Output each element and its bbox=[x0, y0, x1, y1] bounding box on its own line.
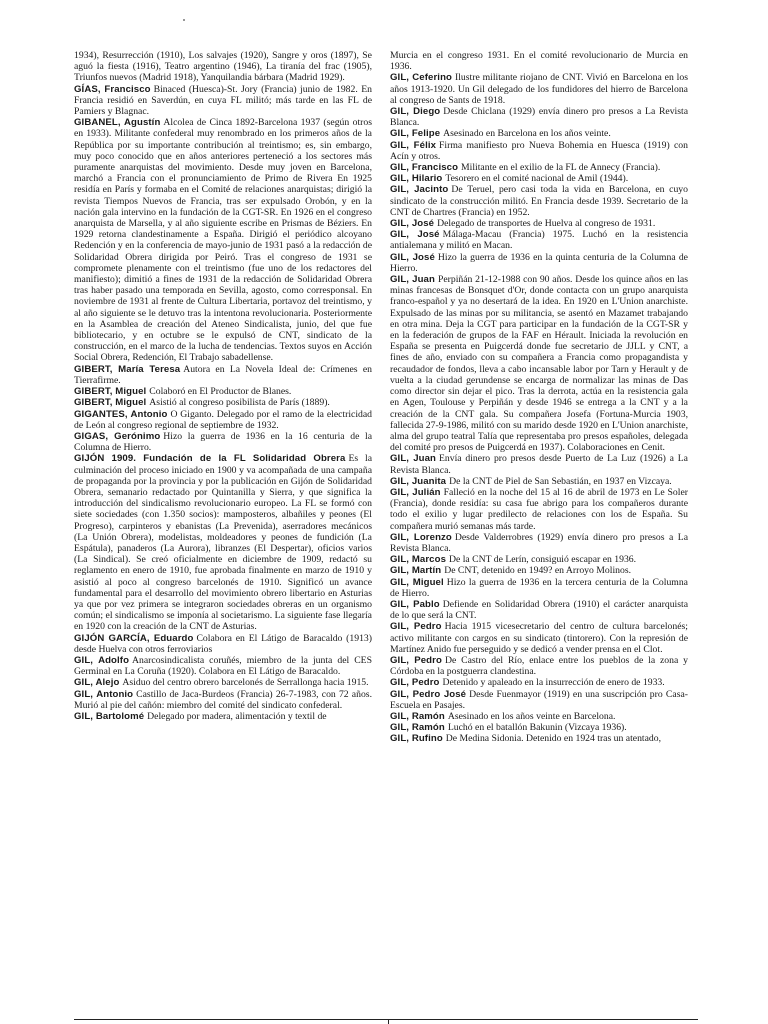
left-column bbox=[74, 50, 372, 722]
dictionary-entry bbox=[390, 565, 688, 576]
dictionary-entry bbox=[390, 229, 688, 251]
entry-name: GIL, Felipe bbox=[390, 128, 441, 140]
entry-text: Alcolea de Cinca 1892-Barcelona 1937 (según otros en 1933). Militante confederal muy renombrado en los primeros años de la República por su importante contribución al treintismo; es, sin embargo, muy poco conocido que en años anteriores perteneció a los sectores más puramente anarquistas del movimiento. Desde muy joven en Barcelona, marchó a Francia con el pronunciamiento de Primo de Rivera En 1925 residía en París y formaba en el Comité de relaciones anarquistas; dirigió la revista Tiempos Nuevos de Francia, tras ser expulsado Orobón, y en la nación gala intervino en la fundación de la CGT-SR. En 1926 en el congreso anarquista de Marsella, y al año siguiente escribe en Prismas de Béziers. En 1929 retorna clandestinamente a España. Dirigió el periódico alcoyano Redención y en la conferencia de mayo-junio de 1931 pasó a la redacción de Solidaridad Obrera dirigida por Peiró. Tras el congreso de 1931 se compromete plenamente con el treintismo (fue uno de los redactores del manifiesto); dimitió a fines de 1931 de la redacción de Solidaridad Obrera tras haber pasado una temporada en Sevilla, agosto, como corresponsal. En noviembre de 1931 al frente de Cultura Libertaria, portavoz del treintismo, y al año siguiente se le detuvo tras la intentona revolucionaria. Posteriormente en la Asamblea de creación del Ateneo Sindicalista, junio, del que fue bibliotecario, y en octubre se le expulsó de CNT, sindicato de la construcción, en el marco de la lucha de tendencias. Textos suyos en Acción Social Obrera, Redención, El Trabajo sabadellense. bbox=[74, 117, 373, 364]
entry-name: GIL, Julián bbox=[390, 486, 441, 498]
dictionary-entry bbox=[390, 140, 688, 162]
entry-text: Binaced (Huesca)-St. Jory (Francia) junio de 1982. En Francia residió en Saverdún, en cuya FL militó; más tarde en las FL de Pamiers y Blagnac. bbox=[74, 83, 372, 118]
entry-text: Anarcosindicalista coruñés, miembro de la junta del CES Germinal en La Coruña (1920). Colabora en El Látigo de Baracaldo. bbox=[74, 654, 372, 678]
scan-speck bbox=[183, 19, 185, 21]
entry-text: De Teruel, pero casi toda la vida en Barcelona, en cuyo sindicato de la construcción militó. En Francia desde 1939. Secretario de la CNT de Chartres (Francia) en 1952. bbox=[390, 184, 688, 218]
entry-text: Luchó en el batallón Bakunin (Vizcaya 1936). bbox=[447, 722, 627, 734]
entry-text: Delegado de transportes de Huelva al congreso de 1931. bbox=[437, 218, 656, 230]
entry-name: GIL, Antonio bbox=[74, 688, 134, 700]
dictionary-entry bbox=[390, 655, 688, 677]
dictionary-entry bbox=[390, 554, 688, 565]
entry-text: Es la culminación del proceso iniciado en 1900 y va acompañada de una campaña de propaganda por la provincia y por la publicación en Gijón de Solidaridad Obrera, semanario redactado por Quintanilla y Sierra, y que significa la introducción del sindicalismo revolucionario europeo. La FL se formó con siete sociedades (con 1.350 socios): mamposteros, albañiles y peones (El Progreso), carpinteros y ebanistas (La Prevenida), aserradores mecánicos (La Unión Obrera), modelistas, moldeadores y peones de fundición (La Espátula), panaderos (La Aurora), libranzes (El Despertar), oficios varios (La Sindical). Se creó oficialmente en diciembre de 1909, redactó su reglamento en enero de 1910, fue aprobada finalmente en marzo de 1910 y asistió al poco al congreso barcelonés de 1910. Significó un avance fundamental para el desarrollo del movimiento obrero libertario en Asturias ya que por vez primera se integraron sociedades obreras en un organismo común; el sindicalismo se imponía al societarismo. La siguiente fase llegaría en 1920 con la creación de la CNT de Asturias. bbox=[74, 453, 372, 633]
dictionary-entry bbox=[74, 655, 372, 677]
dictionary-entry bbox=[74, 84, 372, 118]
entry-name: GIL, Félix bbox=[390, 139, 437, 151]
entry-name: GIBERT, Miguel bbox=[74, 397, 147, 409]
dictionary-entry bbox=[390, 274, 688, 453]
entry-text: Delegado por madera, alimentación y textil de bbox=[147, 710, 327, 722]
entry-name: GIBANEL, Agustín bbox=[74, 117, 161, 129]
dictionary-entry bbox=[74, 409, 372, 431]
entry-name: GIL, Marcos bbox=[390, 554, 447, 566]
entry-name: GIGAS, Gerónimo bbox=[74, 430, 161, 442]
dictionary-entry bbox=[74, 431, 372, 453]
entry-name: GIL, Juan bbox=[390, 453, 436, 465]
entry-text: Falleció en la noche del 15 al 16 de abril de 1973 en Le Soler (Francia), donde residía: su casa fue abrigo para los compañeros durante todo el exilio y lugar predilecto de relaciones con los de España. Su compañera murió semanas más tarde. bbox=[390, 486, 688, 532]
entry-name: GIL, Miguel bbox=[390, 576, 444, 588]
entry-text: O Giganto. Delegado por el ramo de la electricidad de León al congreso regional de septiembre de 1932. bbox=[74, 408, 373, 431]
entry-text: Colabora en El Látigo de Baracaldo (1913) desde Huelva con otros ferroviarios bbox=[74, 632, 372, 655]
entry-name: GIL, Rufino bbox=[390, 733, 443, 745]
entry-name: GIL, Francisco bbox=[390, 162, 459, 174]
rule-divider-tick bbox=[388, 1019, 389, 1024]
entry-text: De la CNT de Piel de San Sebastián, en 1937 en Vizcaya. bbox=[449, 475, 672, 487]
entry-text: Castillo de Jaca-Burdeos (Francia) 26-7-1983, con 72 años. Murió al pie del cañón: miembro del comité del sindicato confederal. bbox=[74, 688, 372, 711]
entry-name: GIL, Bartolomé bbox=[74, 710, 145, 722]
dictionary-entry bbox=[390, 621, 688, 655]
entry-name: GIJÓN GARCÍA, Eduardo bbox=[74, 632, 194, 644]
dictionary-entry bbox=[74, 397, 372, 408]
entry-text: Desde Valderrobres (1929) envía dinero pro presos a La Revista Blanca. bbox=[390, 531, 689, 554]
entry-text: 1934), Resurrección (1910), Los salvajes (1920), Sangre y oros (1897), Se aguó la fiesta (1916), Teatro argentino (1946), La tiranía del frac (1905), Triunfos nuevos (Madrid 1918), Yanquilandia bárbara (Madrid 1929). bbox=[74, 50, 372, 84]
entry-name: GIL, Pedro José bbox=[390, 688, 467, 700]
entry-text: Murcia en el congreso 1931. En el comité revolucionario de Murcia en 1936. bbox=[390, 50, 688, 73]
entry-name: GIL, Pablo bbox=[390, 598, 440, 610]
dictionary-entry bbox=[390, 106, 688, 128]
dictionary-entry bbox=[390, 577, 688, 599]
entry-text: Desde Fuenmayor (1919) en una suscripción pro Casa-Escuela en Pasajes. bbox=[390, 688, 688, 711]
dictionary-entry bbox=[390, 677, 688, 688]
dictionary-entry bbox=[390, 532, 688, 554]
dictionary-entry bbox=[390, 487, 688, 532]
dictionary-entry bbox=[390, 184, 688, 218]
entry-name: GIGANTES, Antonio bbox=[74, 408, 168, 420]
entry-text: Hizo la guerra de 1936 en la tercera centuria de la Columna de Hierro. bbox=[390, 576, 688, 599]
entry-name: GIBERT, Miguel bbox=[74, 386, 147, 398]
entry-text: De Medina Sidonia. Detenido en 1924 tras un atentado, bbox=[445, 733, 662, 745]
dictionary-entry bbox=[390, 689, 688, 711]
entry-text: Hizo la guerra de 1936 en la quinta centuria de la Columna de Hierro. bbox=[390, 251, 688, 274]
dictionary-entry bbox=[390, 128, 688, 139]
entry-name: GIL, Ceferino bbox=[390, 72, 452, 84]
dictionary-entry bbox=[74, 386, 372, 397]
dictionary-entry bbox=[390, 722, 688, 733]
entry-text: Autora en La Novela Ideal de: Crímenes en Tierrafirme. bbox=[74, 363, 372, 386]
dictionary-entry bbox=[74, 453, 372, 632]
entry-name: GÍAS, Francisco bbox=[74, 83, 151, 95]
dictionary-entry bbox=[390, 711, 688, 722]
entry-text: De Castro del Río, enlace entre los pueblos de la zona y Córdoba en la postguerra clandestina. bbox=[390, 654, 688, 678]
entry-name: GIL, Ramón bbox=[390, 722, 445, 734]
entry-text: Desde Chiclana (1929) envía dinero pro presos a La Revista Blanca. bbox=[390, 106, 689, 129]
right-column bbox=[390, 50, 688, 745]
entry-name: GIL, José bbox=[390, 218, 435, 230]
entry-text: Málaga-Macau (Francia) 1975. Luchó en la resistencia antialemana y militó en Macan. bbox=[390, 229, 688, 252]
entry-text: Firma manifiesto pro Nueva Bohemia en Huesca (1919) con Acín y otros. bbox=[390, 139, 688, 162]
entry-text: Ilustre militante riojano de CNT. Vivió en Barcelona en los años 1913-1920. Un Gil delegado de los fundidores del hierro de Barcelona al congreso de Sants de 1918. bbox=[390, 72, 688, 106]
dictionary-entry bbox=[390, 218, 688, 229]
entry-name: GIL, Jacinto bbox=[390, 184, 449, 196]
entry-name: GIL, Alejo bbox=[74, 677, 120, 689]
entry-name: GIL, José bbox=[390, 251, 435, 263]
entry-name: GIL, Juan bbox=[390, 274, 435, 286]
entry-name: GIBERT, María Teresa bbox=[74, 363, 181, 375]
entry-text: De CNT, detenido en 1949? en Arroyo Molinos. bbox=[444, 565, 632, 577]
entry-text: Asesinado en Barcelona en los años veinte. bbox=[443, 128, 611, 140]
dictionary-entry bbox=[390, 453, 688, 475]
entry-text: De la CNT de Lerín, consiguió escapar en 1936. bbox=[449, 554, 637, 566]
dictionary-entry bbox=[74, 633, 372, 655]
entry-text: Envía dinero pro presos desde Puerto de La Luz (1926) a La Revista Blanca. bbox=[390, 453, 688, 476]
entry-text: Tesorero en el comité nacional de Amil (1944). bbox=[445, 173, 629, 185]
dictionary-entry bbox=[390, 72, 688, 106]
entry-text: Defiende en Solidaridad Obrera (1910) el carácter anarquista de lo que será la CNT. bbox=[390, 598, 688, 622]
dictionary-entry bbox=[74, 689, 372, 711]
entry-text: Perpiñán 21-12-1988 con 90 años. Desde los quince años en las minas francesas de Bonsquet d'Or, donde contacta con un grupo anarquista franco-español y ya no desertará de la idea. En 1920 en L'Union anarchiste. Expulsado de las minas por su militancia, se asentó en Mazamet trabajando en otra mina. Deja la CGT para participar en la fundación de la CGT-SR y en la federación de grupos de la FAF en Hérault. Iniciada la revolución en España se presenta en Puigcerdá donde fue secretario de JJLL y CNT, a fines de año, enviado con su compañera a Francia como propagandista y recaudador de fondos, lleva a cabo incansable labor por Tarn y Herault y de vuelta a la ciudad gerundense se encarga de normalizar las minas de Das como director sin dejar el pico. Tras la derrota, actúa en la resistencia gala en Agen, Toulouse y Perpiñán y desde 1946 se entrega a la CNT y a la creación de la CNT gala. Su compañera Josefa (Fortuna-Murcia 1903, fallecida 27-9-1986, militó con su marido desde 1920 en L'Union anarchiste, alma del grupo teatral Talía que representaba pro presos españoles, delegada del comité pro presos de Puigcerdá en 1937). Colaboraciones en Cenit. bbox=[390, 274, 688, 454]
dictionary-entry bbox=[390, 162, 688, 173]
dictionary-entry bbox=[390, 733, 688, 744]
entry-name: GIL, Adolfo bbox=[74, 654, 130, 666]
entry-text: Colaboró en El Productor de Blanes. bbox=[149, 386, 292, 398]
dictionary-entry bbox=[74, 50, 372, 84]
entry-name: GIL, José bbox=[390, 229, 440, 241]
entry-name: GIL, Hilario bbox=[390, 173, 443, 185]
dictionary-entry bbox=[74, 677, 372, 688]
entry-text: Asistió al congreso posibilista de París (1889). bbox=[149, 397, 330, 409]
entry-text: Detenido y apaleado en la insurrección de enero de 1933. bbox=[442, 677, 665, 689]
entry-name: GIJÓN 1909. Fundación de la FL Solidaridad Obrera bbox=[74, 453, 346, 465]
entry-name: GIL, Pedro bbox=[390, 677, 440, 689]
dictionary-entry bbox=[390, 173, 688, 184]
entry-text: Militante en el exilio de la FL de Annecy (Francia). bbox=[461, 162, 661, 174]
entry-text: Asesinado en los años veinte en Barcelona. bbox=[447, 710, 616, 722]
dictionary-entry bbox=[390, 476, 688, 487]
entry-text: Hacia 1915 vicesecretario del centro de cultura barcelonés; activo militante con cargos en su sindicato (tintorero). Con la represión de Martínez Anido fue perseguido y se dedicó a vender prensa en el Clot. bbox=[390, 621, 688, 655]
entry-name: GIL, Juanita bbox=[390, 475, 447, 487]
entry-name: GIL, Diego bbox=[390, 106, 441, 118]
dictionary-entry bbox=[74, 711, 372, 722]
bottom-rule bbox=[74, 1019, 698, 1020]
dictionary-entry bbox=[74, 364, 372, 386]
entry-text: Asiduo del centro obrero barcelonés de Serrallonga hacia 1915. bbox=[122, 677, 369, 689]
entry-name: GIL, Lorenzo bbox=[390, 531, 452, 543]
dictionary-entry bbox=[390, 599, 688, 621]
dictionary-entry bbox=[390, 252, 688, 274]
entry-name: GIL, Pedro bbox=[390, 654, 442, 666]
entry-name: GIL, Ramón bbox=[390, 710, 445, 722]
dictionary-entry bbox=[390, 50, 688, 72]
entry-name: GIL, Pedro bbox=[390, 621, 442, 633]
entry-name: GIL, Martín bbox=[390, 565, 442, 577]
entry-text: Hizo la guerra de 1936 en la 16 centuria de la Columna de Hierro. bbox=[74, 430, 373, 454]
dictionary-entry bbox=[74, 117, 372, 363]
